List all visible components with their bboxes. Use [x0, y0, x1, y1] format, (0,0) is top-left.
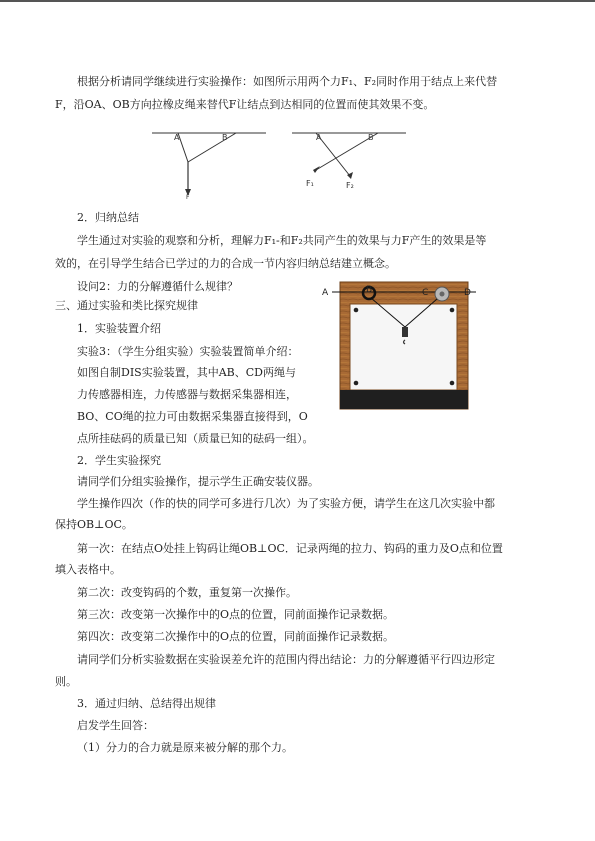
- label-a: A: [316, 133, 322, 142]
- rope-oa: [178, 133, 188, 162]
- section2-heading: 2．归纳总结: [77, 211, 139, 224]
- part3-heading: 三、通过实验和类比探究规律: [55, 299, 198, 312]
- figure-single-force: [150, 128, 270, 200]
- exp3-line1: 实验3：（学生分组实验）实验装置简单介绍：: [77, 345, 299, 358]
- para2-line1: 学生通过对实验的观察和分析，理解力F₁-和F₂共同产生的效果与力F产生的效果是等: [77, 234, 487, 247]
- label-b: B: [366, 285, 373, 295]
- label-a: A: [174, 133, 180, 142]
- rope-ob: [188, 133, 236, 162]
- exp3-line3: 力传感器相连，力传感器与数据采集器相连，: [77, 388, 297, 401]
- figure-two-forces: [290, 128, 410, 194]
- page-top-border: [0, 0, 595, 2]
- exp3-line5: 点所挂砝码的质量已知（质量已知的砝码一组）。: [77, 432, 314, 445]
- para1-line2: F，沿OA、OB方向拉橡皮绳来替代F让结点到达相同的位置而使其效果不变。: [55, 98, 435, 111]
- label-b: B: [368, 133, 374, 142]
- label-d: D: [464, 288, 471, 298]
- trial3: 第三次：改变第一次操作中的O点的位置，同前面操作记录数据。: [77, 608, 395, 621]
- question2: 设问2：力的分解遵循什么规律？: [77, 280, 238, 293]
- trial1-line1: 第一次：在结点O处挂上钩码让绳OB⊥OC．记录两绳的拉力、钩码的重力及O点和位置: [77, 542, 503, 555]
- para-operation: 请同学们分组实验操作，提示学生正确安装仪器。: [77, 475, 319, 488]
- para-ops4-line1: 学生操作四次（作的快的同学可多进行几次）为了实验方便，请学生在这几次实验中都: [77, 497, 495, 510]
- white-board: [350, 304, 457, 390]
- label-c: C: [422, 288, 429, 298]
- para-ops4-line2: 保持OB⊥OC。: [55, 518, 133, 531]
- label-f: F: [186, 194, 190, 200]
- sub3-heading: 3．通过归纳、总结得出规律: [77, 697, 216, 710]
- label-b: B: [222, 133, 228, 142]
- conclusion-line2: 则。: [55, 675, 77, 688]
- exp3-line4: BO、CO绳的拉力可由数据采集器直接得到，O: [77, 410, 308, 423]
- frame-base: [340, 390, 468, 409]
- trial4: 第四次：改变第二次操作中的O点的位置，同前面操作记录数据。: [77, 630, 395, 643]
- figure-dis-apparatus: [318, 280, 488, 410]
- conclusion-line1: 请同学们分析实验数据在实验误差允许的范围内得出结论：力的分解遵循平行四边形定: [77, 653, 495, 666]
- sub1-heading: 1．实验装置介绍: [77, 322, 161, 335]
- answer1: （1）分力的合力就是原来被分解的那个力。: [77, 741, 293, 754]
- exp3-line2: 如图自制DIS实验装置，其中AB、CD两绳与: [77, 366, 296, 379]
- trial1-line2: 填入表格中。: [55, 563, 121, 576]
- label-a: A: [322, 288, 329, 298]
- label-f1: F₁: [306, 179, 314, 188]
- hook-weight: [402, 327, 408, 337]
- prompt-line: 启发学生回答：: [77, 719, 154, 732]
- para2-line2: 效的，在引导学生结合已学过的力的合成一节内容归纳总结建立概念。: [55, 257, 396, 270]
- sub2-heading: 2．学生实验探究: [77, 454, 161, 467]
- label-f2: F₂: [346, 181, 354, 190]
- arrow-f1-icon: [313, 166, 320, 173]
- trial2: 第二次：改变钩码的个数，重复第一次操作。: [77, 586, 297, 599]
- para1-line1: 根据分析请同学继续进行实验操作：如图所示用两个力F₁、F₂同时作用于结点上来代替: [77, 75, 498, 88]
